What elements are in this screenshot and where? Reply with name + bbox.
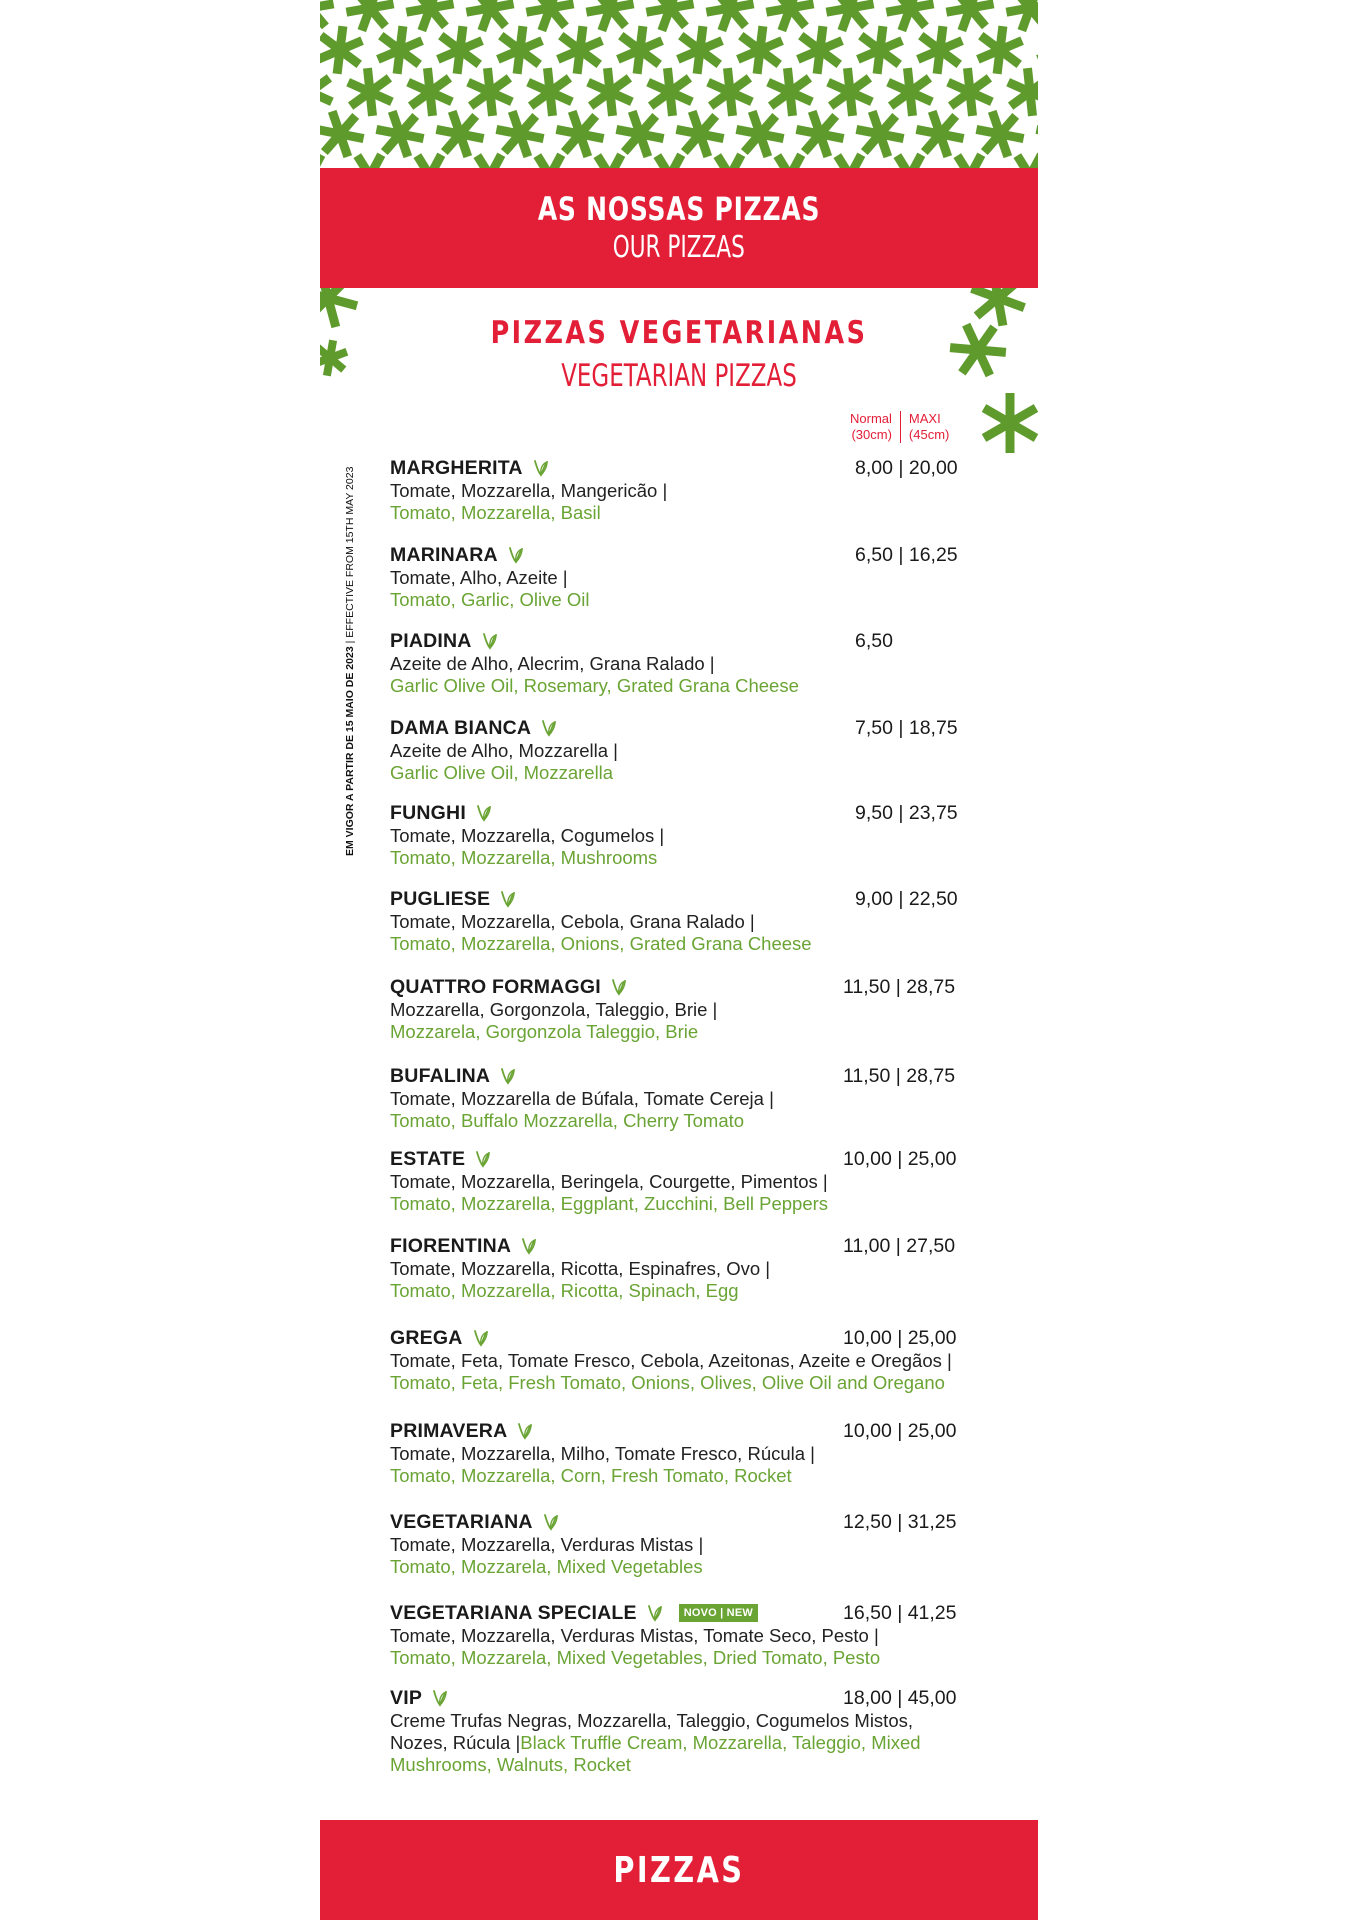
vegetarian-leaf-icon: [471, 1328, 491, 1348]
pizza-desc-pt: Tomate, Mozzarella de Búfala, Tomate Cereja |: [390, 1088, 774, 1109]
pizza-desc-en: Tomato, Mozzarella, Eggplant, Zucchini, Bell Peppers: [390, 1193, 829, 1214]
pizza-desc-en: Tomato, Mozzarella, Onions, Grated Grana Cheese: [390, 933, 812, 954]
effective-date-en: EFFECTIVE FROM 15TH MAY 2023: [344, 466, 356, 638]
pizza-item: [390, 1419, 990, 1487]
vegetarian-leaf-icon: [539, 718, 559, 738]
pizza-name-text: PUGLIESE: [390, 888, 491, 910]
pizza-name: [390, 1326, 491, 1350]
vegetarian-leaf-icon: [541, 1512, 561, 1532]
pizza-item: [390, 1326, 990, 1394]
pizza-desc-en: Tomato, Mozzarela, Mixed Vegetables: [390, 1556, 703, 1577]
pizza-name-row: [390, 1601, 990, 1625]
section-title: [320, 312, 1038, 398]
pizza-item: [390, 887, 990, 955]
pizza-price: 6,50 | 16,25: [855, 544, 958, 566]
pizza-desc-pt: Tomate, Mozzarella, Beringela, Courgette, Pimentos |: [390, 1171, 828, 1192]
pizza-name-row: [390, 629, 990, 653]
pizza-name: [390, 801, 494, 825]
pizza-name-text: VEGETARIANA: [390, 1511, 533, 1533]
pizza-name-row: [390, 975, 990, 999]
section-title-en: VEGETARIAN PIZZAS: [561, 358, 797, 394]
pizza-price: 9,50 | 23,75: [855, 802, 958, 824]
effective-date-pt: EM VIGOR A PARTIR DE 15 MAIO DE 2023: [344, 646, 356, 856]
pizza-desc-pt: Azeite de Alho, Mozzarella |: [390, 740, 618, 761]
pizza-name-row: [390, 1147, 990, 1171]
vegetarian-leaf-icon: [506, 545, 526, 565]
pizza-name-text: FIORENTINA: [390, 1235, 512, 1257]
size-maxi-label: MAXI: [908, 411, 941, 426]
pizza-desc-en: Tomato, Mozzarela, Mixed Vegetables, Dried Tomato, Pesto: [390, 1647, 881, 1668]
size-maxi: [901, 411, 957, 443]
vegetarian-leaf-icon: [515, 1421, 535, 1441]
pizza-name-text: DAMA BIANCA: [390, 717, 532, 739]
pizza-name-text: GREGA: [390, 1327, 463, 1349]
pizza-price: 8,00 | 20,00: [855, 457, 958, 479]
vegetarian-leaf-icon: [498, 889, 518, 909]
size-header: [850, 411, 957, 443]
pizza-name-row: [390, 1510, 990, 1534]
pizza-item: [390, 1601, 990, 1669]
size-normal-label: Normal: [850, 411, 892, 426]
pizza-desc-en: Garlic Olive Oil, Rosemary, Grated Grana Cheese: [390, 675, 799, 696]
pizza-name: [390, 975, 629, 999]
pizza-name: [390, 456, 551, 480]
pizza-item: [390, 629, 990, 697]
effective-date-note: [344, 466, 356, 856]
pizza-desc-en: Mushrooms, Walnuts, Rocket: [390, 1754, 631, 1775]
pizza-desc-en: Mozzarela, Gorgonzola Taleggio, Brie: [390, 1021, 699, 1042]
pizza-desc-en: Tomato, Mozzarella, Basil: [390, 502, 601, 523]
pizza-desc-pt: Creme Trufas Negras, Mozzarella, Taleggio, Cogumelos Mistos,: [390, 1710, 914, 1731]
pizza-item: [390, 975, 990, 1043]
pizza-desc-pt: Azeite de Alho, Alecrim, Grana Ralado |: [390, 653, 715, 674]
pizza-name-row: [390, 887, 990, 911]
vegetarian-leaf-icon: [498, 1066, 518, 1086]
pizza-price: 11,50 | 28,75: [843, 976, 956, 998]
footer-title: PIZZAS: [613, 1849, 745, 1891]
header-title-en: OUR PIZZAS: [612, 230, 746, 265]
pizza-desc-en: Tomato, Buffalo Mozzarella, Cherry Tomato: [390, 1110, 745, 1131]
header-title-pt: AS NOSSAS PIZZAS: [537, 190, 821, 228]
pizza-item: [390, 543, 990, 611]
pizza-item: [390, 1510, 990, 1578]
section-title-pt: PIZZAS VEGETARIANAS: [490, 315, 868, 351]
pizza-price: 11,50 | 28,75: [843, 1065, 956, 1087]
pizza-name-text: QUATTRO FORMAGGI: [390, 976, 601, 998]
pizza-name-row: [390, 801, 990, 825]
pizza-item: [390, 456, 990, 524]
pizza-desc-pt: Tomate, Mozzarella, Verduras Mistas |: [390, 1534, 704, 1555]
pizza-desc-mixed: [390, 1732, 990, 1754]
pizza-desc-en: Tomato, Mozzarella, Ricotta, Spinach, Egg: [390, 1280, 739, 1301]
pizza-desc-en: Garlic Olive Oil, Mozzarella: [390, 762, 614, 783]
pizza-price: 6,50: [855, 630, 893, 652]
pizza-name-row: [390, 1419, 990, 1443]
pizza-name-text: VIP: [390, 1687, 423, 1709]
pizza-desc-pt: Mozzarella, Gorgonzola, Taleggio, Brie |: [390, 999, 718, 1020]
pizza-name-text: FUNGHI: [390, 802, 466, 824]
size-normal-cm: (30cm): [851, 427, 892, 442]
pizza-name-row: [390, 1234, 990, 1258]
vegetarian-leaf-icon: [609, 977, 629, 997]
pizza-name-text: ESTATE: [390, 1148, 466, 1170]
pizza-desc-en: Tomato, Feta, Fresh Tomato, Onions, Olives, Olive Oil and Oregano: [390, 1372, 945, 1393]
pizza-desc-en-inline: Black Truffle Cream, Mozzarella, Taleggio, Mixed: [520, 1732, 921, 1753]
pizza-desc-en: Tomato, Mozzarella, Mushrooms: [390, 847, 658, 868]
pizza-desc-pt: Tomate, Feta, Tomate Fresco, Cebola, Azeitonas, Azeite e Oregãos |: [390, 1350, 952, 1371]
pizza-price: 10,00 | 25,00: [843, 1420, 957, 1442]
vegetarian-leaf-icon: [645, 1603, 665, 1623]
pizza-name-text: PRIMAVERA: [390, 1420, 508, 1442]
pizza-name-text: PIADINA: [390, 630, 472, 652]
pizza-name: [390, 1419, 535, 1443]
pizza-desc-pt: Tomate, Mozzarella, Mangericão |: [390, 480, 668, 501]
pizza-name-row: [390, 456, 990, 480]
pizza-name-row: [390, 543, 990, 567]
pizza-name-text: MARINARA: [390, 544, 498, 566]
asterisk-pattern: [320, 0, 1038, 168]
pizza-price: 16,50 | 41,25: [843, 1602, 957, 1624]
pizza-name-row: [390, 1326, 990, 1350]
pizza-desc-pt: Tomate, Alho, Azeite |: [390, 567, 568, 588]
pizza-name: [390, 543, 526, 567]
vegetarian-leaf-icon: [531, 458, 551, 478]
pizza-name-row: [390, 1686, 990, 1710]
vegetarian-leaf-icon: [430, 1688, 450, 1708]
new-badge: NOVO | NEW: [679, 1604, 758, 1622]
pizza-price: 9,00 | 22,50: [855, 888, 958, 910]
pizza-name: [390, 629, 500, 653]
pizza-desc-pt: Tomate, Mozzarella, Milho, Tomate Fresco, Rúcula |: [390, 1443, 815, 1464]
pizza-name: [390, 1686, 450, 1710]
pizza-name: [390, 1234, 539, 1258]
size-normal: [850, 411, 901, 443]
pizza-price: 18,00 | 45,00: [843, 1687, 957, 1709]
pizza-desc-en: Tomato, Garlic, Olive Oil: [390, 589, 590, 610]
pizza-desc-pt: Tomate, Mozzarella, Cebola, Grana Ralado |: [390, 911, 755, 932]
pizza-name: [390, 887, 518, 911]
pizza-name: [390, 716, 559, 740]
pizza-name-row: [390, 716, 990, 740]
pizza-price: 10,00 | 25,00: [843, 1148, 957, 1170]
size-maxi-cm: (45cm): [908, 427, 950, 442]
footer-banner: [320, 1820, 1038, 1920]
pizza-item: [390, 1064, 990, 1132]
pizza-name: [390, 1147, 493, 1171]
pizza-desc-en: Tomato, Mozzarella, Corn, Fresh Tomato, Rocket: [390, 1465, 792, 1486]
vegetarian-leaf-icon: [474, 803, 494, 823]
pizza-item: [390, 1234, 990, 1302]
pizza-price: 10,00 | 25,00: [843, 1327, 957, 1349]
menu-page: [320, 0, 1038, 1920]
header-banner: [320, 168, 1038, 288]
pizza-price: 12,50 | 31,25: [843, 1511, 957, 1533]
pizza-name: [390, 1510, 561, 1534]
pizza-name-text: VEGETARIANA SPECIALE: [390, 1602, 637, 1624]
pizza-desc-pt: Tomate, Mozzarella, Ricotta, Espinafres, Ovo |: [390, 1258, 771, 1279]
pizza-name-text: MARGHERITA: [390, 457, 523, 479]
pizza-desc-pt: Tomate, Mozzarella, Verduras Mistas, Tomate Seco, Pesto |: [390, 1625, 879, 1646]
pizza-item: [390, 1686, 990, 1776]
pizza-price: 7,50 | 18,75: [855, 717, 958, 739]
effective-date-separator: |: [344, 640, 356, 644]
pizza-name: [390, 1601, 758, 1625]
pizza-name-row: [390, 1064, 990, 1088]
pizza-name: [390, 1064, 518, 1088]
vegetarian-leaf-icon: [473, 1149, 493, 1169]
pizza-desc-pt-line2: Nozes, Rúcula |: [390, 1732, 521, 1753]
pizza-name-text: BUFALINA: [390, 1065, 491, 1087]
pizza-desc-pt: Tomate, Mozzarella, Cogumelos |: [390, 825, 665, 846]
pizza-item: [390, 716, 990, 784]
vegetarian-leaf-icon: [519, 1236, 539, 1256]
pizza-price: 11,00 | 27,50: [843, 1235, 956, 1257]
pizza-item: [390, 801, 990, 869]
vegetarian-leaf-icon: [480, 631, 500, 651]
pizza-item: [390, 1147, 990, 1215]
